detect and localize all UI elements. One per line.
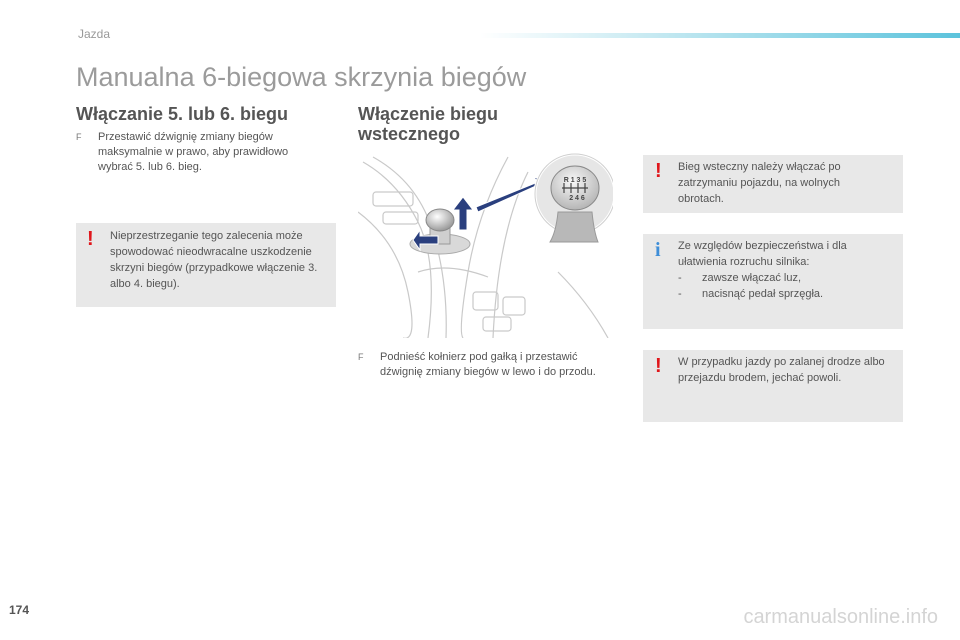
info-text bbox=[678, 238, 898, 302]
step-gear-5-6 bbox=[76, 130, 316, 175]
watermark: carmanualsonline.info bbox=[743, 606, 938, 628]
page-title: Manualna 6-biegowa skrzynia biegów bbox=[76, 62, 527, 92]
info-intro: Ze względów bezpieczeństwa i dla ułatwienia rozruchu silnika: bbox=[678, 240, 847, 268]
warning-text: Nieprzestrzeganie tego zalecenia może spowodować nieodwracalne uszkodzenie skrzyni biegów (przypadkowe włączenie 3. albo 4. biegu). bbox=[110, 230, 318, 290]
info-box-engine-start bbox=[643, 234, 903, 329]
warning-box-flooded-road bbox=[643, 350, 903, 422]
warning-icon: ! bbox=[87, 228, 94, 250]
checkbox-bullet-icon: F bbox=[76, 132, 82, 142]
step-text: Przestawić dźwignię zmiany biegów maksymalnie w prawo, aby prawidłowo wybrać 5. lub 6. bieg. bbox=[98, 131, 289, 173]
warning-icon: ! bbox=[655, 160, 662, 182]
gear-lever-illustration bbox=[358, 152, 613, 338]
warning-text: W przypadku jazdy po zalanej drodze albo przejazdu brodem, jechać powoli. bbox=[678, 356, 885, 384]
info-icon: i bbox=[655, 239, 661, 261]
step-text: Podnieść kołnierz pod gałką i przestawić dźwignię zmiany biegów w lewo i do przodu. bbox=[380, 351, 596, 378]
header-gradient-line bbox=[480, 33, 960, 38]
step-reverse bbox=[358, 350, 613, 380]
list-item: - nacisnąć pedał sprzęgła. bbox=[678, 288, 824, 300]
warning-box-reverse bbox=[643, 155, 903, 213]
knob-top-labels: R 1 3 5 bbox=[563, 177, 587, 184]
warning-box-gearbox bbox=[76, 223, 336, 307]
page-number: 174 bbox=[9, 603, 30, 617]
checkbox-bullet-icon: F bbox=[358, 352, 364, 362]
knob-bottom-labels: 2 4 6 bbox=[569, 195, 585, 202]
warning-icon: ! bbox=[655, 355, 662, 377]
list-item: - zawsze włączać luz, bbox=[678, 272, 802, 284]
section-heading-reverse: Włączenie biegu wstecznego bbox=[358, 104, 499, 144]
section-heading-gear-5-6: Włączanie 5. lub 6. biegu bbox=[76, 104, 289, 124]
chapter-label: Jazda bbox=[78, 27, 111, 41]
warning-text: Bieg wsteczny należy włączać po zatrzymaniu pojazdu, na wolnych obrotach. bbox=[678, 161, 841, 205]
